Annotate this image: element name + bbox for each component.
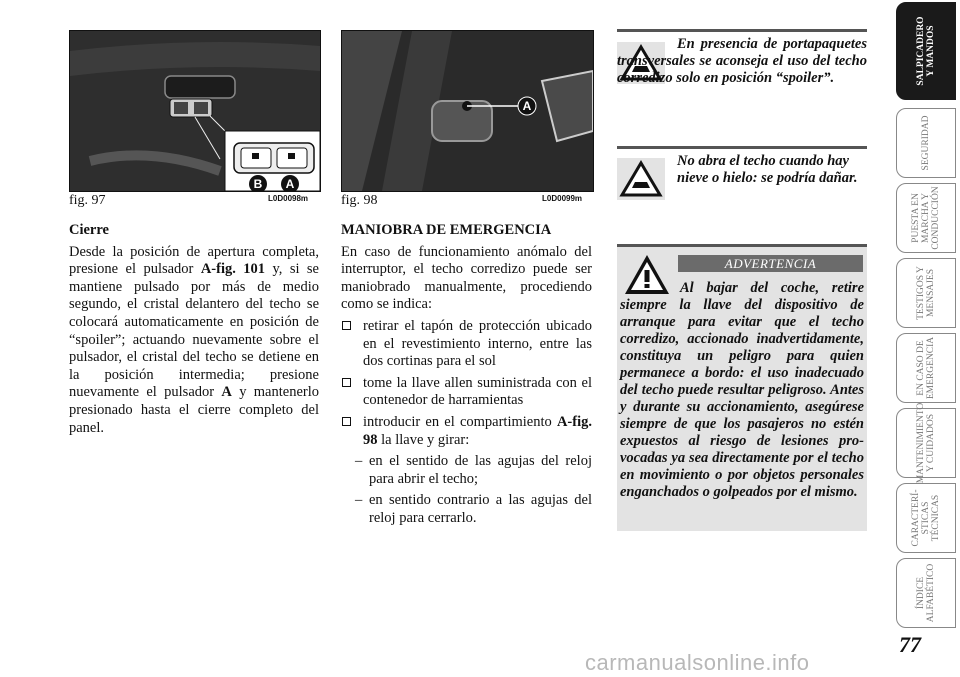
page-number: 77 <box>899 632 921 657</box>
tab-mantenimiento[interactable]: MANTENIMIENTO Y CUIDADOS <box>896 408 956 478</box>
sub-item: – en sentido contrario a las agujas del reloj para cerrarlo. <box>355 492 592 526</box>
callout-a: A <box>285 177 295 191</box>
figure-98-image <box>341 30 594 192</box>
note-1-rule <box>617 29 867 32</box>
tab-caracteristicas[interactable]: CARACTERÍ- STICAS TÉCNICAS <box>896 483 956 553</box>
figure-98-code: L0D0099m <box>542 194 583 203</box>
tab-indice[interactable]: ÍNDICE ALFABÉTICO <box>896 558 956 628</box>
callout-b: B <box>253 177 263 191</box>
column-1 <box>69 222 319 437</box>
note-1-text: En presencia de portapaquetes transversales se aconseja el uso del techo corredizo solo en posición “spoiler”. <box>617 36 867 86</box>
roof-plug-illustration <box>342 31 593 191</box>
warning-text: Al bajar del coche, retire siempre la llave del dispositivo de arranque para evitar que el techo corredizo, accionado inadvertidamente, constituya un peligro para quien permanece a bordo: el uso inadecuado del techo puede resultar peligroso. Antes y durante su accionamiento, asegúrese siempre de que los pasajeros no estén expuestos al riesgo de lesiones provocadas ya sea directamente por el techo en movimiento o por objetos personales enganchados o golpeados por el mismo. <box>620 280 864 500</box>
figure-97-image <box>69 30 321 192</box>
car-warning-icon <box>617 158 665 200</box>
callout-a: A <box>522 99 532 113</box>
chapter-tabs <box>890 0 960 677</box>
bullet-item: introducir en el compartimiento A-fig. 98 la llave y girar: <box>341 414 592 449</box>
note-2-rule <box>617 146 867 149</box>
section-heading-cierre: Cierre <box>69 222 109 238</box>
warning-title: ADVERTENCIA <box>678 255 863 272</box>
figure-97-label: fig. 97 <box>69 193 106 208</box>
checkbox-bullet-icon <box>342 417 351 426</box>
sub-item: – en el sentido de las agujas del reloj para abrir el techo; <box>355 453 592 487</box>
sunroof-switch-illustration <box>70 31 320 191</box>
figure-97-code: L0D0098m <box>268 194 309 203</box>
emergency-intro: En caso de funcionamiento anómalo del interruptor, el techo corredizo puede ser maniobrado manualmente, procediendo como se indica: <box>341 243 592 313</box>
bullet-item: retirar el tapón de protección ubicado en el revestimiento interno, entre las dos cortinas para el sol <box>341 318 592 371</box>
cierre-body: Desde la posición de apertura completa, presione el pulsador A-fig. 101 y, si se mantiene pulsado por más de medio segundo, el cristal delantero del techo se colocará automaticamente en posición de “spoiler”; actuando nuevamente sobre el pulsador, el cristal del techo se detiene en la posición intermedia; presione nuevamente el pulsador A y mantenerlo presionado hasta el cierre completo del panel. <box>69 243 319 436</box>
tab-salpicadero[interactable]: SALPICADERO Y MANDOS <box>896 2 956 100</box>
warning-rule <box>617 244 867 247</box>
tab-emergencia[interactable]: EN CASO DE EMERGENCIA <box>896 333 956 403</box>
bullet-item: tome la llave allen suministrada con el contenedor de harramientas <box>341 375 592 410</box>
checkbox-bullet-icon <box>342 378 351 387</box>
watermark: carmanualsonline.info <box>585 650 810 675</box>
tab-testigos[interactable]: TESTIGOS Y MENSAJES <box>896 258 956 328</box>
section-heading-emergency: MANIOBRA DE EMERGENCIA <box>341 222 552 238</box>
figure-98-label: fig. 98 <box>341 193 378 208</box>
tab-puesta-en-marcha[interactable]: PUESTA EN MARCHA Y CONDUCCIÓN <box>896 183 956 253</box>
checkbox-bullet-icon <box>342 321 351 330</box>
figure-98-rule <box>341 191 592 192</box>
note-2-text: No abra el techo cuando hay nieve o hielo: se podría dañar. <box>677 153 858 186</box>
tab-seguridad[interactable]: SEGURIDAD <box>896 108 956 178</box>
figure-97-rule <box>69 191 319 192</box>
column-2 <box>341 222 592 528</box>
